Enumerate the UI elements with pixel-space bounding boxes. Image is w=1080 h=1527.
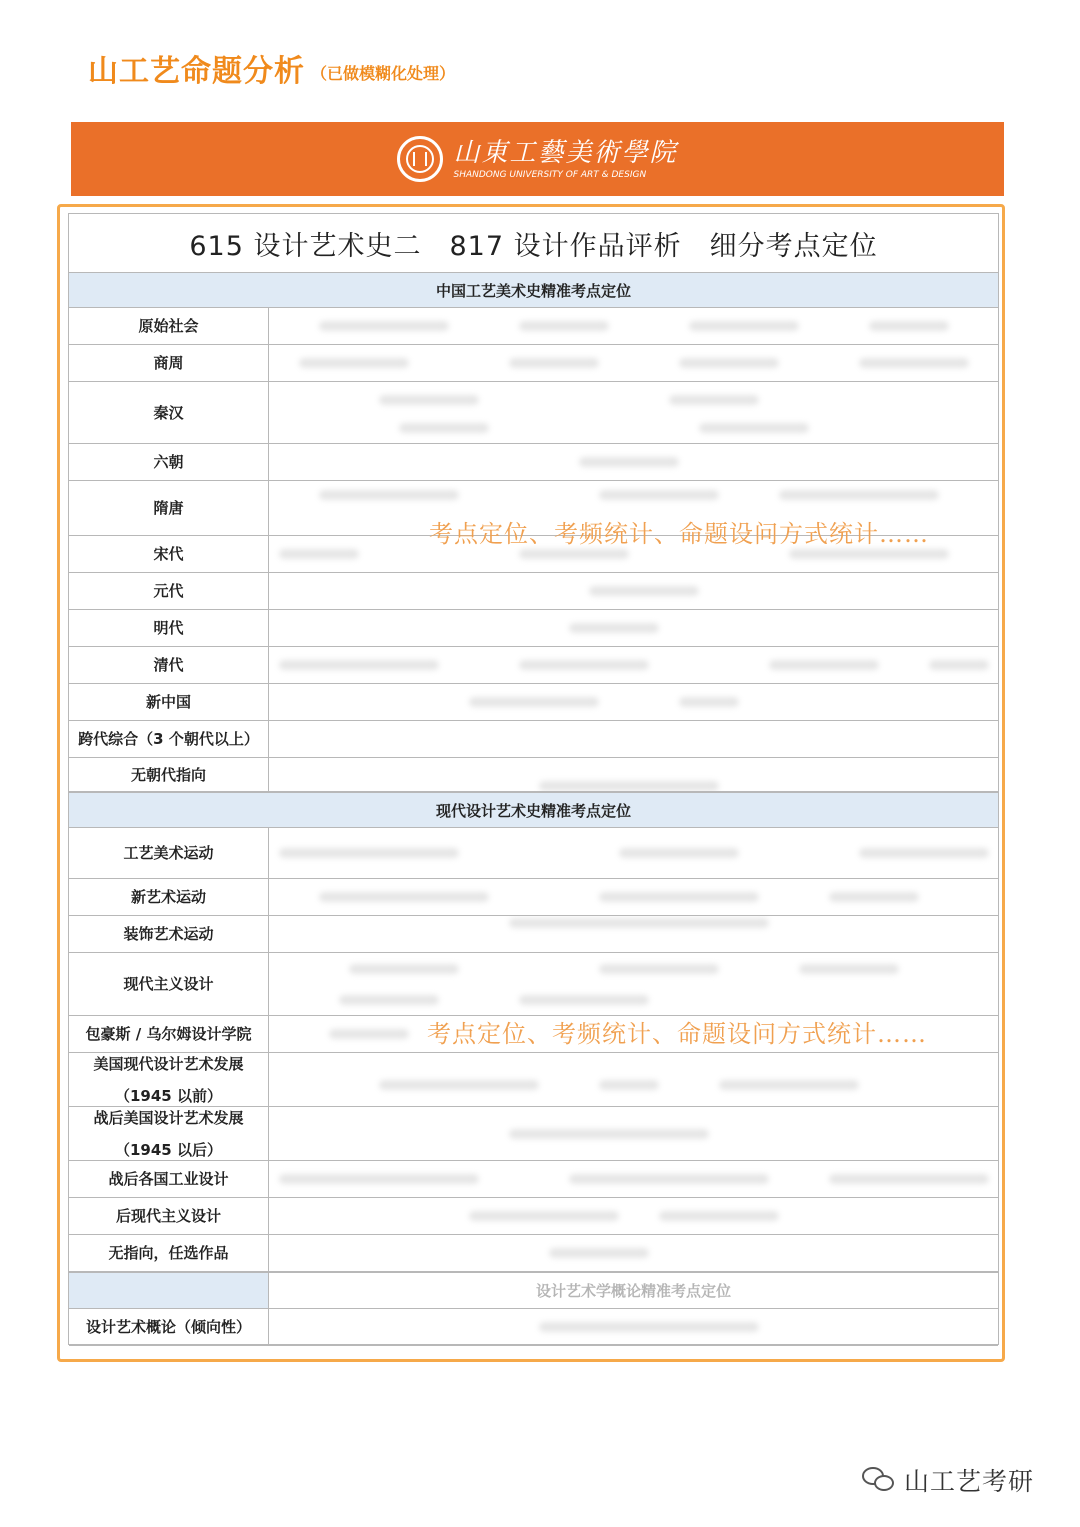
blurred-content: [269, 828, 998, 878]
row-label: 战后美国设计艺术发展 （1945 以后）: [69, 1107, 269, 1160]
blurred-content: [269, 308, 998, 344]
wechat-watermark: [862, 1462, 1034, 1498]
row-label: 跨代综合（3 个朝代以上）: [69, 721, 269, 757]
table-row: [69, 1309, 998, 1346]
row-label: 秦汉: [69, 382, 269, 443]
row-label: 装饰艺术运动: [69, 916, 269, 952]
blurred-content: [269, 916, 998, 952]
section-header-chinese-craft: 中国工艺美术史精准考点定位: [69, 272, 998, 308]
wechat-icon: [862, 1467, 896, 1493]
row-label: 宋代: [69, 536, 269, 572]
table-row: [69, 1235, 998, 1272]
school-logo: [397, 136, 677, 182]
row-label: 美国现代设计艺术发展 （1945 以前）: [69, 1053, 269, 1106]
blurred-content: [269, 647, 998, 683]
row-label: 后现代主义设计: [69, 1198, 269, 1234]
row-label: 设计艺术概论（倾向性）: [69, 1309, 269, 1345]
table-row: [69, 647, 998, 684]
row-label: 六朝: [69, 444, 269, 480]
table-row: [69, 382, 998, 444]
table-row: [69, 684, 998, 721]
table-row: [69, 916, 998, 953]
table-row: [69, 953, 998, 1016]
watermark-text: 山工艺考研: [904, 1467, 1035, 1496]
row-label: 新中国: [69, 684, 269, 720]
row-label: 现代主义设计: [69, 953, 269, 1015]
row-label: 清代: [69, 647, 269, 683]
blurred-content: [269, 382, 998, 443]
blurred-content: [269, 444, 998, 480]
blurred-content: [269, 573, 998, 609]
table-row: [69, 758, 998, 792]
row-label: 明代: [69, 610, 269, 646]
school-name-cn: 山東工藝美術學院: [453, 138, 678, 168]
table-row: [69, 345, 998, 382]
table-row: [69, 1107, 998, 1161]
table-row: [69, 308, 998, 345]
blurred-content: [269, 1309, 998, 1345]
heading-main: 山工艺命题分析: [88, 54, 305, 89]
table-row: [69, 721, 998, 758]
row-label: 原始社会: [69, 308, 269, 344]
blurred-content: [269, 758, 998, 791]
table-row: [69, 1198, 998, 1235]
table-row: [69, 573, 998, 610]
row-label: 元代: [69, 573, 269, 609]
school-seal-icon: [397, 136, 443, 182]
blurred-content: [269, 610, 998, 646]
section-header-modern-design: 现代设计艺术史精准考点定位: [69, 792, 998, 828]
blurred-content: [269, 721, 998, 757]
row-label: 无朝代指向: [69, 758, 269, 791]
row-label: 无指向，任选作品: [69, 1235, 269, 1271]
page-heading: [88, 50, 455, 90]
school-name-en: SHANDONG UNIVERSITY OF ART & DESIGN: [453, 170, 647, 180]
blurred-content: [269, 953, 998, 1015]
row-label: 包豪斯 / 乌尔姆设计学院: [69, 1016, 269, 1052]
row-label: 工艺美术运动: [69, 828, 269, 878]
blurred-content: [269, 1053, 998, 1106]
blurred-content: [269, 879, 998, 915]
blurred-content: [269, 1198, 998, 1234]
row-label: 商周: [69, 345, 269, 381]
blurred-content: [269, 1161, 998, 1197]
section-header-design-theory: 设计艺术学概论精准考点定位: [69, 1272, 998, 1309]
row-label: 新艺术运动: [69, 879, 269, 915]
table-row: [69, 1161, 998, 1198]
school-banner: [71, 122, 1004, 196]
table-row: [69, 444, 998, 481]
row-label: 隋唐: [69, 481, 269, 535]
row-label: 战后各国工业设计: [69, 1161, 269, 1197]
overlay-text-section2: 考点定位、考频统计、命题设问方式统计……: [427, 1020, 927, 1048]
table-row: [69, 879, 998, 916]
blurred-content: [269, 684, 998, 720]
blurred-content: [269, 1235, 998, 1271]
table-row: [69, 828, 998, 879]
blurred-content: [269, 1107, 998, 1160]
blurred-content: [269, 345, 998, 381]
table-title: 615 设计艺术史二 817 设计作品评析 细分考点定位: [189, 230, 878, 262]
table-row: [69, 610, 998, 647]
heading-note: （已做模糊化处理）: [311, 64, 456, 83]
analysis-table: [68, 213, 999, 1345]
overlay-text-section1: 考点定位、考频统计、命题设问方式统计……: [429, 520, 929, 548]
table-row: [69, 1053, 998, 1107]
